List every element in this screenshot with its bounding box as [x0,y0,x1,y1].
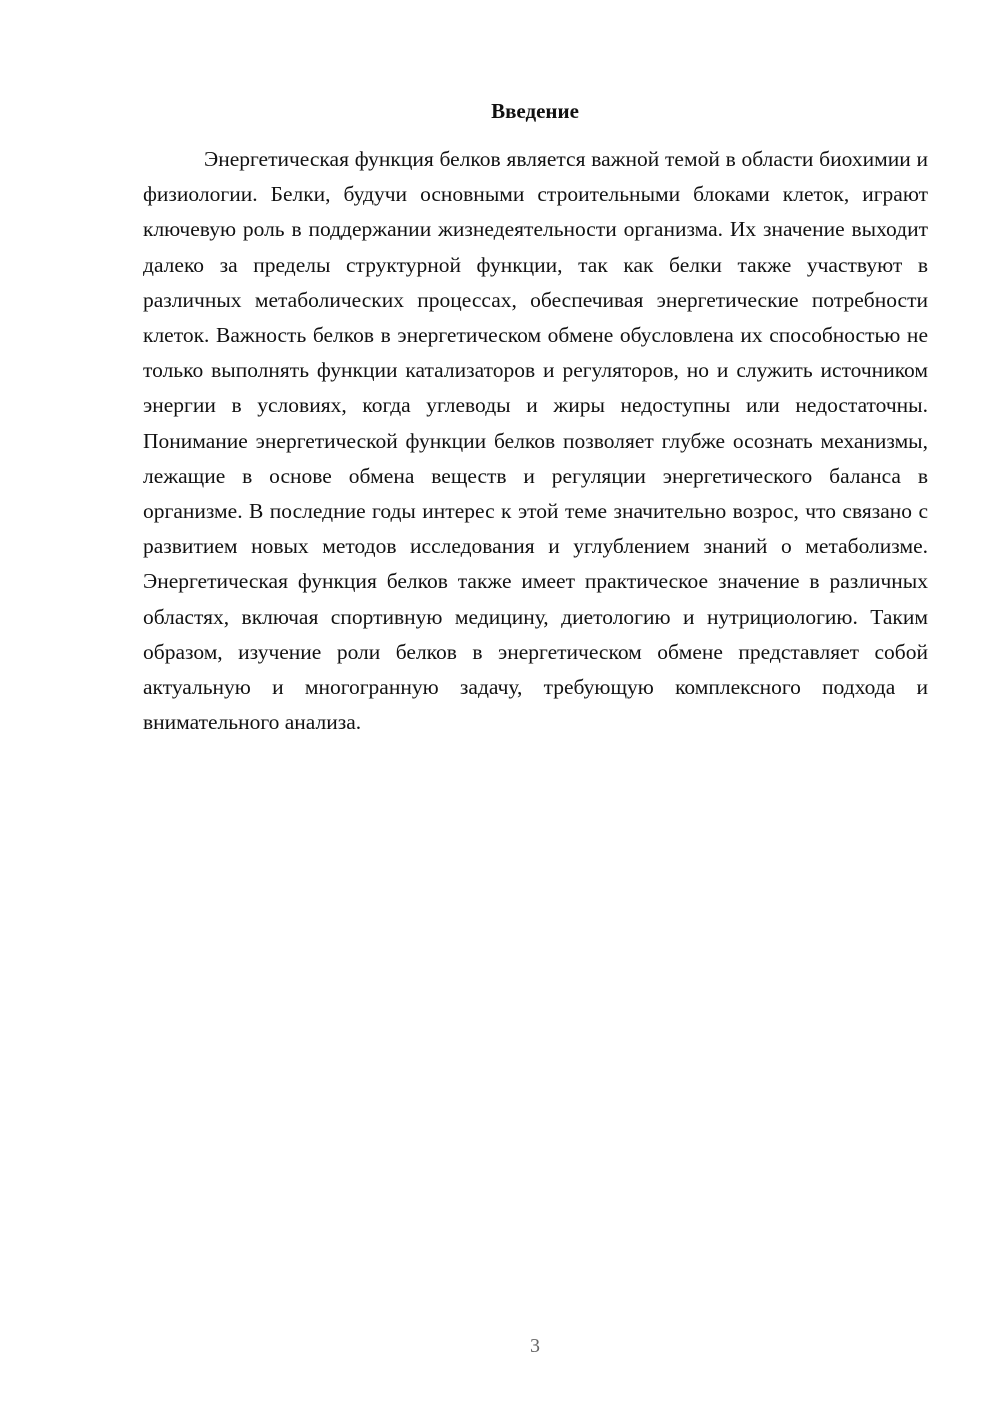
page-number: 3 [530,1335,540,1357]
body-paragraph: Энергетическая функция белков является важной темой в области биохимии и физиологии. Белки, будучи основными строительными блоками клеток, играют ключевую роль в поддержании жизнедеятельности организма. Их значение выходит далеко за пределы структурной функции, так как белки также участвуют в различных метаболических процессах, обеспечивая энергетические потребности клеток. Важность белков в энергетическом обмене обусловлена их способностью не только выполнять функции катализаторов и регуляторов, но и служить источником энергии в условиях, когда углеводы и жиры недоступны или недостаточны. Понимание энергетической функции белков позволяет глубже осознать механизмы, лежащие в основе обмена веществ и регуляции энергетического баланса в организме. В последние годы интерес к этой теме значительно возрос, что связано с развитием новых методов исследования и углублением знаний о метаболизме. Энергетическая функция белков также имеет практическое значение в различных областях, включая спортивную медицину, диетологию и нутрициологию. Таким образом, изучение роли белков в энергетическом обмене представляет собой актуальную и многогранную задачу, требующую комплексного подхода и внимательного анализа. [143,147,928,735]
section-title: Введение [491,99,579,123]
